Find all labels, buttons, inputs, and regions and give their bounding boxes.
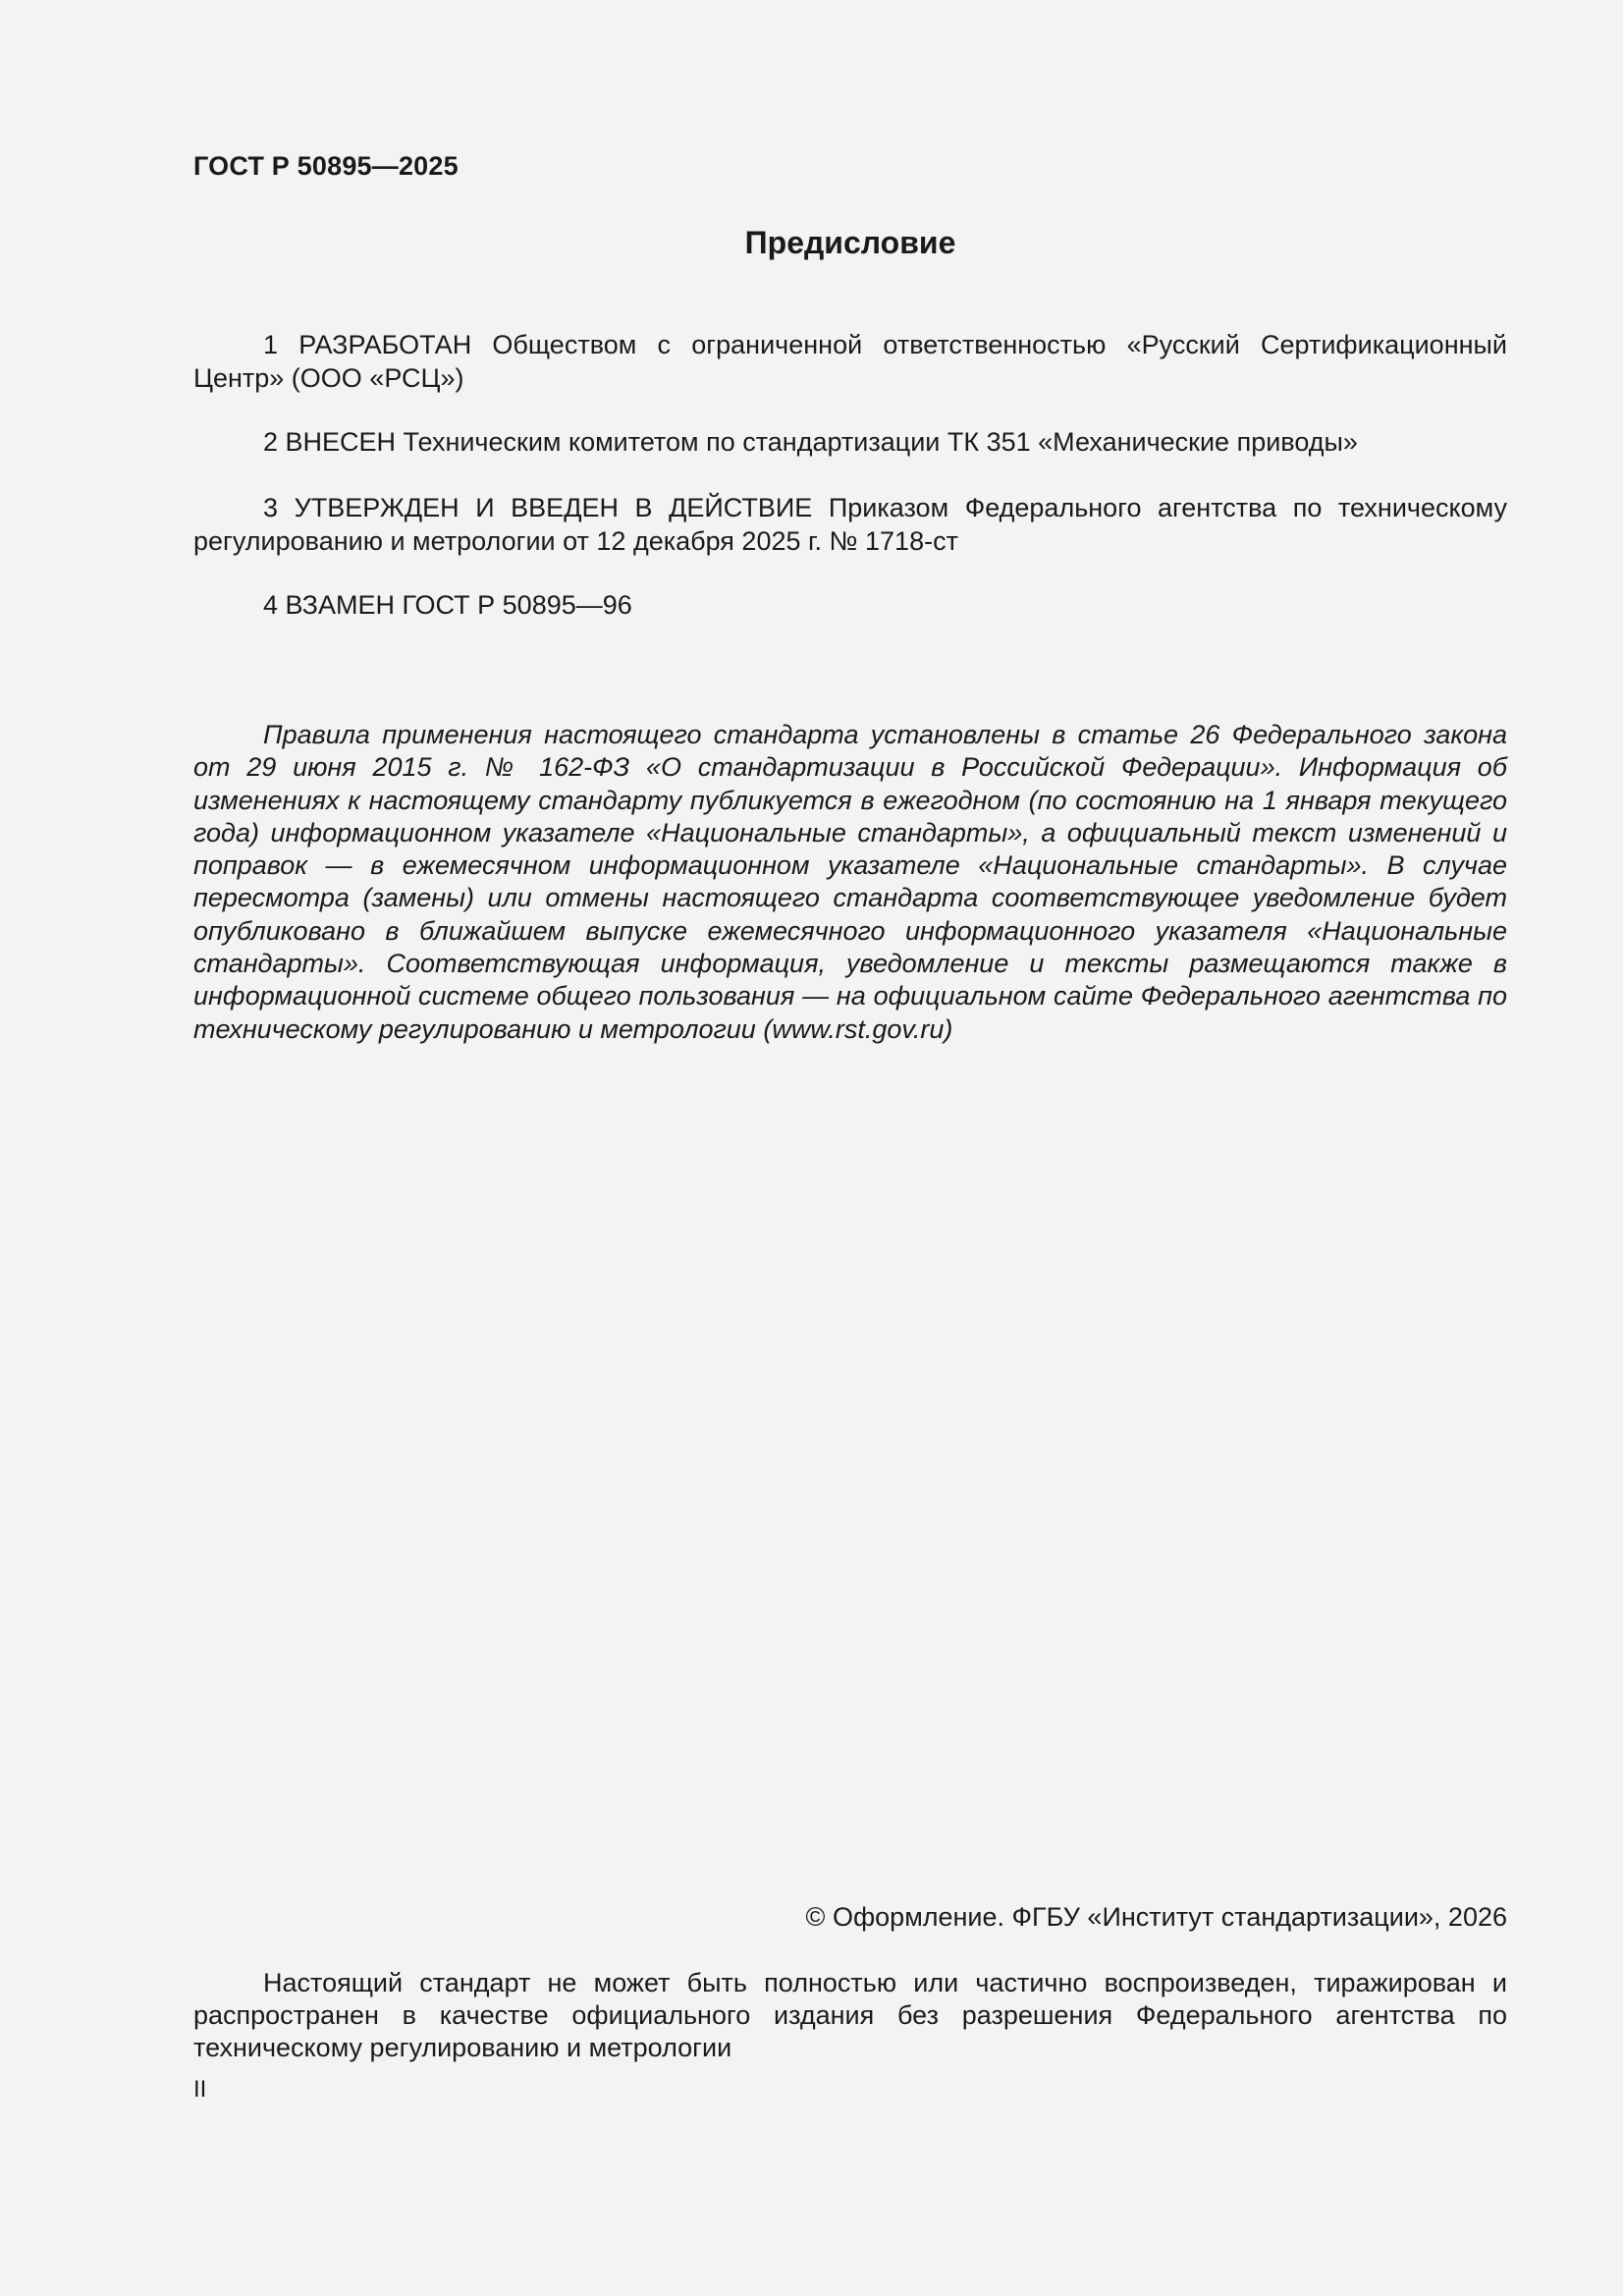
foreword-item-2: 2 ВНЕСЕН Техническим комитетом по стандартизации ТК 351 «Механические приводы» (263, 427, 1358, 457)
document-page (193, 0, 1507, 2296)
rules-note: Правила применения настоящего стандарта установлены в статье 26 Федерального закона от 29 июня 2015 г. № 162-ФЗ «О стандартизации в Российской Федерации». Информация об изменениях к настоящему стандарту публикуется в ежегодном (по состоянию на 1 января текущего года) информационном указателе «Национальные стандарты», а официальный текст изменений и поправок — в ежемесячном информационном указателе «Национальные стандарты». В случае пересмотра (замены) или отмены настоящего стандарта соответствующее уведомление будет опубликовано в ближайшем выпуске ежемесячного информационного указателя «Национальные стандарты». Соответствующая информация, уведомление и тексты размещаются также в информационной системе общего пользования — на официальном сайте Федерального агентства по техническому регулированию и метрологии (www.rst.gov.ru) (193, 720, 1507, 1044)
foreword-item-4: 4 ВЗАМЕН ГОСТ Р 50895—96 (263, 590, 632, 620)
foreword-item-3: 3 УТВЕРЖДЕН И ВВЕДЕН В ДЕЙСТВИЕ Приказом Федерального агентства по техническому регулированию и метрологии от 12 декабря 2025 г. № 1718-ст (193, 493, 1507, 556)
foreword-item-1: 1 РАЗРАБОТАН Обществом с ограниченной ответственностью «Русский Сертификационный Центр» (ООО «РСЦ») (193, 330, 1507, 393)
document-code: ГОСТ Р 50895—2025 (193, 151, 459, 181)
copyright-line: © Оформление. ФГБУ «Институт стандартизации», 2026 (805, 1902, 1507, 1932)
reproduction-notice: Настоящий стандарт не может быть полностью или частично воспроизведен, тиражирован и распространен в качестве официального издания без разрешения Федерального агентства по техническому регулированию и метрологии (193, 1968, 1507, 2062)
section-title: Предисловие (744, 225, 956, 260)
page-number: II (193, 2076, 207, 2103)
